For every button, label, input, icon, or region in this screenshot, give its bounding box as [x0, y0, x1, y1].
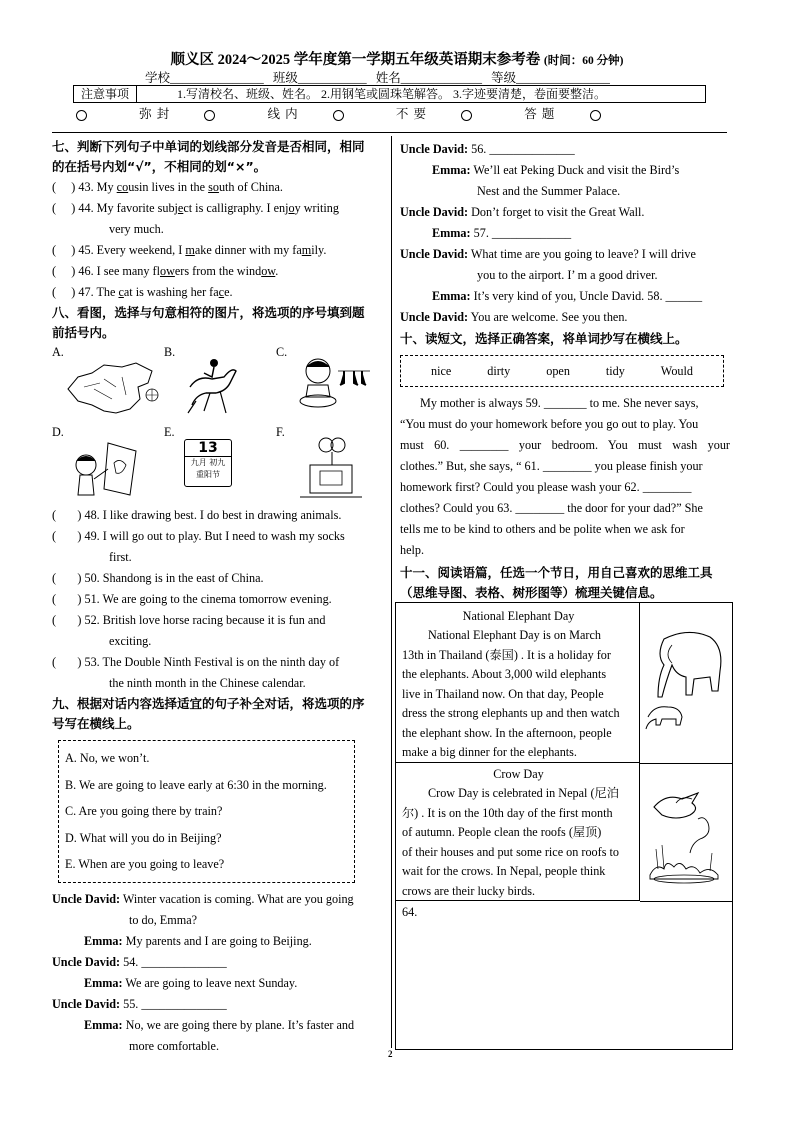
page-number: 2 [388, 1049, 393, 1059]
dialog-text: What time are you going to leave? I will drive [468, 247, 696, 261]
notice-label: 注意事项 [74, 86, 137, 102]
dialog-line [400, 307, 730, 328]
passage-line: clothes.” But, she says, “ 61. ________ you please finish your [400, 459, 703, 473]
dialog-cont: more comfortable. [129, 1038, 220, 1053]
speaker-name: Uncle David: [52, 891, 121, 906]
option-a: A. No, we won’t. [65, 751, 150, 765]
sec8-item-48: ( ) 48. I like drawing best. I do best in drawing animals. [52, 508, 342, 522]
dialog-line [52, 1015, 385, 1036]
sec7-item-46 [52, 261, 385, 282]
seal-word: 线 内 [267, 107, 299, 121]
q-text: at is washing her fa [123, 285, 219, 299]
q-text: ) 46. I see many fl [56, 264, 160, 278]
paren: ( [52, 180, 57, 194]
q-text: usin lives in the [128, 180, 209, 194]
passage-line: clothes? Could you 63. ________ the door for your dad?” She [400, 501, 703, 515]
dialog-text: My parents and I are going to Beijing. [122, 933, 312, 948]
notice-text: 1.写清校名、班级、姓名。 2.用钢笔或圆珠笔解答。 3.字迹要清楚，卷面要整洁。 [177, 87, 607, 101]
q-text: ) 44. My favorite subj [56, 201, 178, 215]
speaker-name: Emma: [84, 1017, 123, 1032]
dialog-text: No, we are going there by plane. It’s faster and [122, 1017, 355, 1032]
speaker-name: Uncle David: [52, 996, 121, 1011]
dialog-cont: you to the airport. I’ m a good driver. [477, 268, 658, 282]
q-text: ers from the wind [174, 264, 262, 278]
sec10-title: 十、读短文，选择正确答案，将单词抄写在横线上。 [400, 331, 688, 346]
option-d: D. What will you do in Beijing? [65, 830, 222, 845]
seal-circle-icon [76, 110, 87, 121]
dialog-text: We are going to leave next Sunday. [122, 975, 298, 990]
seal-circle-icon [333, 110, 344, 121]
q-text: ct is calligraphy. I enj [183, 201, 289, 215]
child-drawing-icon [66, 439, 150, 501]
seal-circle-icon [461, 110, 472, 121]
pic-label-c: C. [276, 345, 288, 359]
word-dirty: dirty [487, 363, 511, 378]
sec8-item-51: ( ) 51. We are going to the cinema tomorrow evening. [52, 592, 332, 606]
sec8-item-53: ( ) 53. The Double Ninth Festival is on the ninth day of [52, 655, 340, 669]
sec7-item-45 [52, 240, 385, 261]
elephant-line: National Elephant Day is on March [428, 628, 601, 642]
header-divider [52, 132, 727, 133]
speaker-name: Uncle David: [400, 247, 469, 261]
seal-circle-icon [204, 110, 215, 121]
speaker-name: Uncle David: [400, 142, 469, 156]
crow-line: wait for the crows. In Nepal, people think [402, 864, 606, 878]
speaker-name: Uncle David: [400, 205, 469, 219]
elephant-title: National Elephant Day [462, 609, 575, 623]
sec8-item-50: ( ) 50. Shandong is in the east of China. [52, 571, 264, 585]
option-c: C. Are you going there by train? [65, 804, 223, 818]
dialog-cont: Nest and the Summer Palace. [477, 184, 621, 198]
word-open: open [546, 363, 570, 378]
passage-line: “You must do your homework before you go out to play. You [400, 417, 699, 431]
crow-line: of autumn. People clean the roofs (屋顶) [402, 825, 602, 839]
picture-grid [52, 343, 385, 505]
crow-title: Crow Day [493, 767, 544, 781]
elephant-day-cell [396, 603, 640, 763]
elephant-picture-cell [640, 603, 732, 764]
dialog-line [400, 223, 730, 244]
dialog-text: 54. ______________ [120, 954, 227, 969]
dialog-line [400, 202, 730, 223]
sec8-item-52: ( ) 52. British love horse racing because it is fun and [52, 613, 326, 627]
q-text: e. [224, 285, 233, 299]
sec7-item-44 [52, 198, 385, 219]
sec9-title-line1: 九、根据对话内容选择适宜的句子补全对话，将选项的序 [52, 696, 365, 711]
notice-box [73, 85, 706, 103]
passage-line: must 60. ________ your bedroom. You must wash your [400, 438, 730, 452]
elephant-line: make a big dinner for the elephants. [402, 745, 577, 759]
right-column [400, 139, 730, 603]
seal-word: 不 要 [395, 107, 428, 121]
name-field: 姓名_____________ [375, 71, 483, 85]
calendar-line1: 九月 初九 [190, 458, 226, 467]
sec11-title-line1: 十一、阅读语篇，任选一个节日，用自己喜欢的思维工具 [400, 565, 713, 580]
speaker-name: Emma: [84, 933, 123, 948]
dialog-line [52, 994, 385, 1015]
student-info-row [145, 68, 616, 86]
dialog-text: We’ll eat Peking Duck and visit the Bird’s [470, 163, 680, 177]
underlined-part: co [116, 180, 129, 194]
time-text: (时间：60 分钟) [543, 55, 624, 67]
elephant-line: dress the strong elephants up and then watch [402, 706, 620, 720]
exam-title [0, 48, 794, 69]
q-text: ) 45. Every weekend, I [56, 243, 186, 257]
underlined-part: m [185, 243, 195, 257]
speaker-name: Emma: [432, 163, 471, 177]
sec8-item-52-cont: exciting. [109, 634, 152, 648]
class-field: 班级___________ [272, 71, 367, 85]
speaker-name: Emma: [432, 226, 471, 240]
seal-word: 答 题 [524, 107, 556, 121]
underlined-part: o [288, 201, 295, 215]
dialog-line [400, 160, 730, 181]
pic-label-e: E. [164, 425, 175, 439]
dialog-line [400, 286, 730, 307]
washing-socks-icon [292, 351, 372, 413]
dialog-line [400, 244, 730, 265]
q-text: ) 43. My [56, 180, 117, 194]
dialog-line [400, 139, 730, 160]
paren: ( [52, 243, 57, 257]
crow-icon [646, 779, 728, 889]
pic-label-d: D. [52, 425, 64, 439]
word-bank [400, 355, 724, 387]
underlined-part: c [118, 285, 124, 299]
elephant-line: live in Thailand now. On that day, People [402, 686, 604, 701]
q-text: ake dinner with my fa [194, 243, 302, 257]
calendar-line2: 重阳节 [196, 470, 220, 479]
option-e: E. When are you going to leave? [65, 857, 225, 871]
sec8-item-49-cont: first. [109, 550, 132, 564]
pic-label-f: F. [276, 425, 285, 439]
dialog-text: It’s very kind of you, Uncle David. 58. ______ [470, 289, 703, 303]
underlined-part: ow [261, 264, 276, 278]
passage-line: help. [400, 543, 425, 557]
elephant-line: the elephants. About 3,000 wild elephants [402, 667, 607, 681]
crow-line: crows are their lucky birds. [402, 883, 536, 898]
speaker-name: Emma: [432, 289, 471, 303]
festival-table [395, 602, 733, 1050]
word-nice: nice [430, 363, 452, 378]
title-text: 顺义区 2024～2025 学年度第一学期五年级英语期末参考卷 [170, 52, 541, 68]
dialog-text: 57. _____________ [470, 226, 572, 240]
answer-64-label: 64. [402, 905, 418, 919]
seal-circle-icon [590, 110, 601, 121]
passage-line: My mother is always 59. _______ to me. She never says, [420, 396, 699, 410]
sec7-item-47 [52, 282, 385, 303]
underlined-part: m [301, 243, 312, 257]
word-tidy: tidy [605, 363, 625, 378]
q-text: ) 47. The [56, 285, 119, 299]
calendar-icon [184, 439, 232, 487]
crow-line: 尔) . It is on the 10th day of the first month [402, 805, 613, 820]
q-text: ily. [311, 243, 327, 257]
dialog-line [52, 889, 385, 910]
sec7-item-44-cont: very much. [109, 222, 164, 236]
sec8-title-line1: 八、看图，选择与句意相符的图片，将选项的序号填到题 [52, 305, 365, 320]
dialog-text: 56. ______________ [468, 142, 575, 156]
seal-word: 弥 封 [139, 107, 171, 121]
sec7-title-line2: 的在括号内划“√”，不相同的划“×”。 [52, 159, 267, 174]
sec9-title-line2: 号写在横线上。 [52, 716, 140, 731]
dialog-text: Winter vacation is coming. What are you going [120, 891, 354, 906]
speaker-name: Emma: [84, 975, 123, 990]
dialog-text: You are welcome. See you then. [468, 310, 628, 324]
dialog-text: 55. ______________ [120, 996, 227, 1011]
passage-line: homework first? Could you please wash your 62. ________ [400, 480, 692, 494]
option-b: B. We are going to leave early at 6:30 in the morning. [65, 777, 327, 792]
column-divider [391, 136, 392, 1048]
underlined-part: ow [159, 264, 175, 278]
speaker-name: Uncle David: [52, 954, 121, 969]
grade-field: 等级_______________ [491, 71, 610, 85]
sec9-options-box [58, 740, 355, 883]
speaker-name: Uncle David: [400, 310, 469, 324]
seal-line [76, 104, 631, 122]
left-column [52, 137, 385, 1057]
horse-racing-icon [180, 347, 244, 419]
pic-label-b: B. [164, 345, 176, 359]
dialog-cont: to do, Emma? [129, 912, 198, 927]
sec7-item-43 [52, 177, 385, 198]
word-would: Would [660, 363, 693, 378]
sec7-title-line1: 七、判断下列句子中单词的划线部分发音是否相同，相同 [52, 139, 365, 154]
crow-day-cell [396, 763, 640, 901]
dialog-line [52, 973, 385, 994]
sec8-title-line2: 前括号内。 [52, 325, 115, 340]
paren: ( [52, 264, 57, 278]
china-map-icon [64, 359, 160, 419]
q-text: . [275, 264, 279, 278]
elephant-line: 13th in Thailand (泰国) . It is a holiday for [402, 647, 611, 662]
dialog-line [52, 931, 385, 952]
sec8-item-53-cont: the ninth month in the Chinese calendar. [109, 676, 306, 690]
calendar-number: 13 [185, 440, 231, 457]
pic-label-a: A. [52, 345, 64, 359]
cinema-icon [296, 435, 366, 501]
underlined-part: c [218, 285, 225, 299]
underlined-part: e [177, 201, 184, 215]
q-text: uth of China. [218, 180, 283, 194]
crow-line: of their houses and put some rice on roofs to [402, 844, 619, 859]
dialog-text: Don’t forget to visit the Great Wall. [468, 205, 645, 219]
paren: ( [52, 201, 57, 215]
underlined-part: so [208, 180, 219, 194]
passage-line: tells me to be kind to others and be polite when we ask for [400, 522, 685, 536]
crow-picture-cell [640, 763, 732, 902]
paren: ( [52, 285, 57, 299]
q-text: y writing [294, 201, 339, 215]
dialog-line [52, 952, 385, 973]
elephant-line: the elephant show. In the afternoon, people [402, 725, 612, 740]
sec8-item-49: ( ) 49. I will go out to play. But I need to wash my socks [52, 529, 345, 543]
sec11-title-line2: （思维导图、表格、树形图等）梳理关键信息。 [400, 585, 663, 600]
school-field: 学校_______________ [145, 71, 264, 85]
crow-line: Crow Day is celebrated in Nepal (尼泊 [428, 786, 619, 800]
elephant-icon [642, 625, 730, 735]
